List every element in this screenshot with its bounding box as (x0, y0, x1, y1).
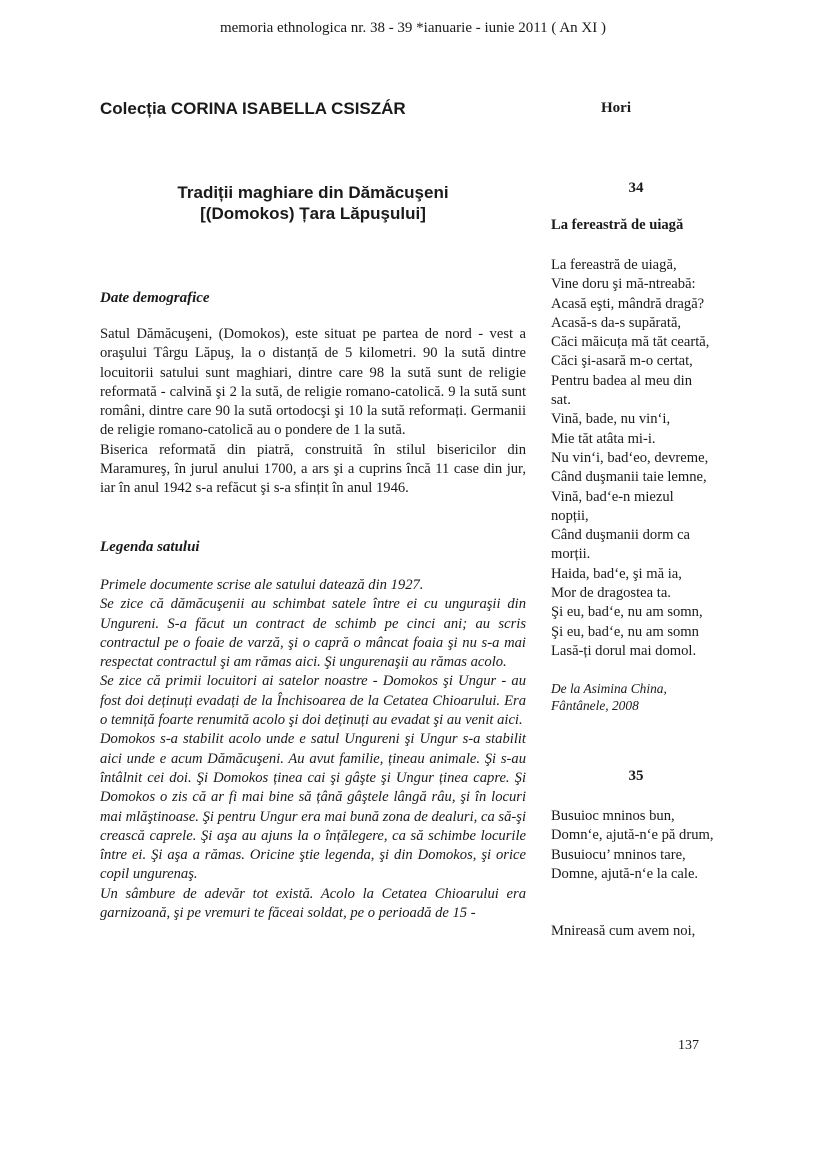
verse-line: Lasă-ți dorul mai domol. (551, 642, 697, 659)
songs-section-title: Hori (601, 100, 631, 116)
paragraph: Se zice că primii locuitori ai satelor noastre - Domokos şi Ungur - au fost doi deținuți evadați de la Închisoarea de la Cetatea Chioarului. Era o temniță foarte renumită acolo şi doi deținuți au evadat şi au venit aici. (100, 673, 526, 729)
song-number-34: 34 (628, 180, 644, 196)
paragraph: Biserica reformată din piatră, construită în stilul bisericilor din Maramureş, în jurul anului 1700, a ars şi a cuprins încă 11 case din jur, iar în anul 1942 s-a refăcut şi s-a sfințit în anul 1946. (100, 441, 526, 497)
verse-line: Şi eu, bad‘e, nu am somn, (551, 604, 703, 621)
verse-line: Vină, bad‘e-n miezul (551, 488, 674, 505)
verse-line: Mie tăt atâta mi-i. (551, 430, 656, 447)
article-title-line-2: [(Domokos) Țara Lăpuşului] (200, 204, 426, 223)
verse-line: Nu vin‘i, bad‘eo, devreme, (551, 449, 709, 466)
paragraph: Primele documente scrise ale satului datează din 1927. (100, 577, 424, 593)
verse-line: Acasă eşti, mândră dragă? (551, 295, 705, 312)
verse-line: Busuiocu’ mninos tare, (551, 846, 686, 863)
verse-line: Busuioc mninos bun, (551, 808, 675, 824)
demografice-body (100, 325, 526, 499)
song-number-35: 35 (628, 768, 644, 784)
song-34-verses (551, 256, 731, 661)
verse-line: Căci măicuța mă tăt ceartă, (551, 334, 710, 351)
legenda-body (100, 576, 526, 923)
paragraph: Domokos s-a stabilit acolo unde e satul Ungureni şi Ungur s-a stabilit aici unde e acum Dămăcuşeni. Au avut familie, țineau animale. Şi s-au întâlnit cei doi. Şi Domokos ținea cai şi gâşte şi Ungur ținea capre. Şi Domokos o zis că ar fi mai bine să țână gâştele lângă râu, şi în locuri mai mlăştinoase. Şi pentru Ungur era mai bună zona de dealuri, ca să-şi crească caprele. Şi aşa au ajuns la o înțălegere, ca să schimbe locurile între ei. Şi aşa a rămas. Oricine ştie legenda, şi din Domokos, şi orice copil ungurenaş. (100, 731, 526, 883)
source-line-1: De la Asimina China, (551, 681, 667, 696)
verse-line: Mnireasă cum avem noi, (551, 923, 696, 939)
section-date-demografice (100, 289, 526, 308)
section-heading-legenda: Legenda satului (100, 539, 200, 555)
verse-line: Haida, bad‘e, şi mă ia, (551, 565, 682, 582)
article-title (100, 182, 526, 224)
page-number: 137 (678, 1038, 699, 1053)
collection-heading: Colecția CORINA ISABELLA CSISZÁR (100, 99, 406, 118)
verse-line: Mor de dragostea ta. (551, 585, 671, 602)
verse-line: Căci şi-asară m-o certat, (551, 353, 693, 370)
song-35-stanza-1 (551, 807, 731, 884)
verse-line: La fereastră de uiagă, (551, 257, 677, 273)
article-title-line-1: Tradiții maghiare din Dămăcuşeni (177, 183, 449, 202)
verse-line: nopții, (551, 507, 589, 524)
paragraph: Un sâmbure de adevăr tot există. Acolo la Cetatea Chioarului era garnizoană, şi pe vremuri te făceai soldat, pe o perioadă de 15 - (100, 885, 526, 922)
source-line-2: Fântânele, 2008 (551, 698, 639, 713)
paragraph: Satul Dămăcuşeni, (Domokos), este situat pe partea de nord - vest a oraşului Târgu Lăpuş, la o distanță de 5 kilometri. 90 la sută dintre locuitorii satului sunt maghiari, dintre care 98 la sută sunt de religie reformată - calvină şi 2 la sută, de religie romano-catolică. 9 la sută sunt români, dintre care 90 la sută ortodocşi şi 10 la sută reformați. Germanii de religie romano-catolică au o pondere de 1 la sută. (100, 326, 526, 439)
song-34-source (551, 680, 667, 714)
verse-line: Pentru badea al meu din (551, 372, 693, 389)
verse-line: Când duşmanii dorm ca (551, 527, 691, 544)
section-heading-demografice: Date demografice (100, 290, 210, 306)
verse-line: Vină, bade, nu vin‘i, (551, 411, 671, 428)
running-header: memoria ethnologica nr. 38 - 39 *ianuarie - iunie 2011 ( An XI ) (219, 20, 606, 36)
section-legenda-satului (100, 538, 526, 557)
verse-line: Când duşmanii taie lemne, (551, 469, 707, 486)
verse-line: Şi eu, bad‘e, nu am somn (551, 623, 699, 640)
paragraph: Se zice că dămăcuşenii au schimbat satele între ei cu unguraşii din Ungureni. S-a făcut un contract de schimb pe cinci ani; au scris contractul pe o foaie de varză, şi o capră o mâncat foaia şi nu s-a mai respectat contractul şi am rămas aici. Şi ungurenaşii au rămas acolo. (100, 596, 526, 671)
verse-line: sat. (551, 392, 571, 409)
verse-line: Domn‘e, ajută-n‘e pă drum, (551, 827, 714, 844)
song-35-stanza-2 (551, 922, 731, 941)
song-title-34: La fereastră de uiagă (551, 217, 684, 233)
verse-line: Acasă-s da-s supărată, (551, 314, 682, 331)
verse-line: Domne, ajută-n‘e la cale. (551, 865, 699, 882)
verse-line: Vine doru şi mă-ntreabă: (551, 276, 696, 293)
verse-line: morții. (551, 546, 591, 563)
